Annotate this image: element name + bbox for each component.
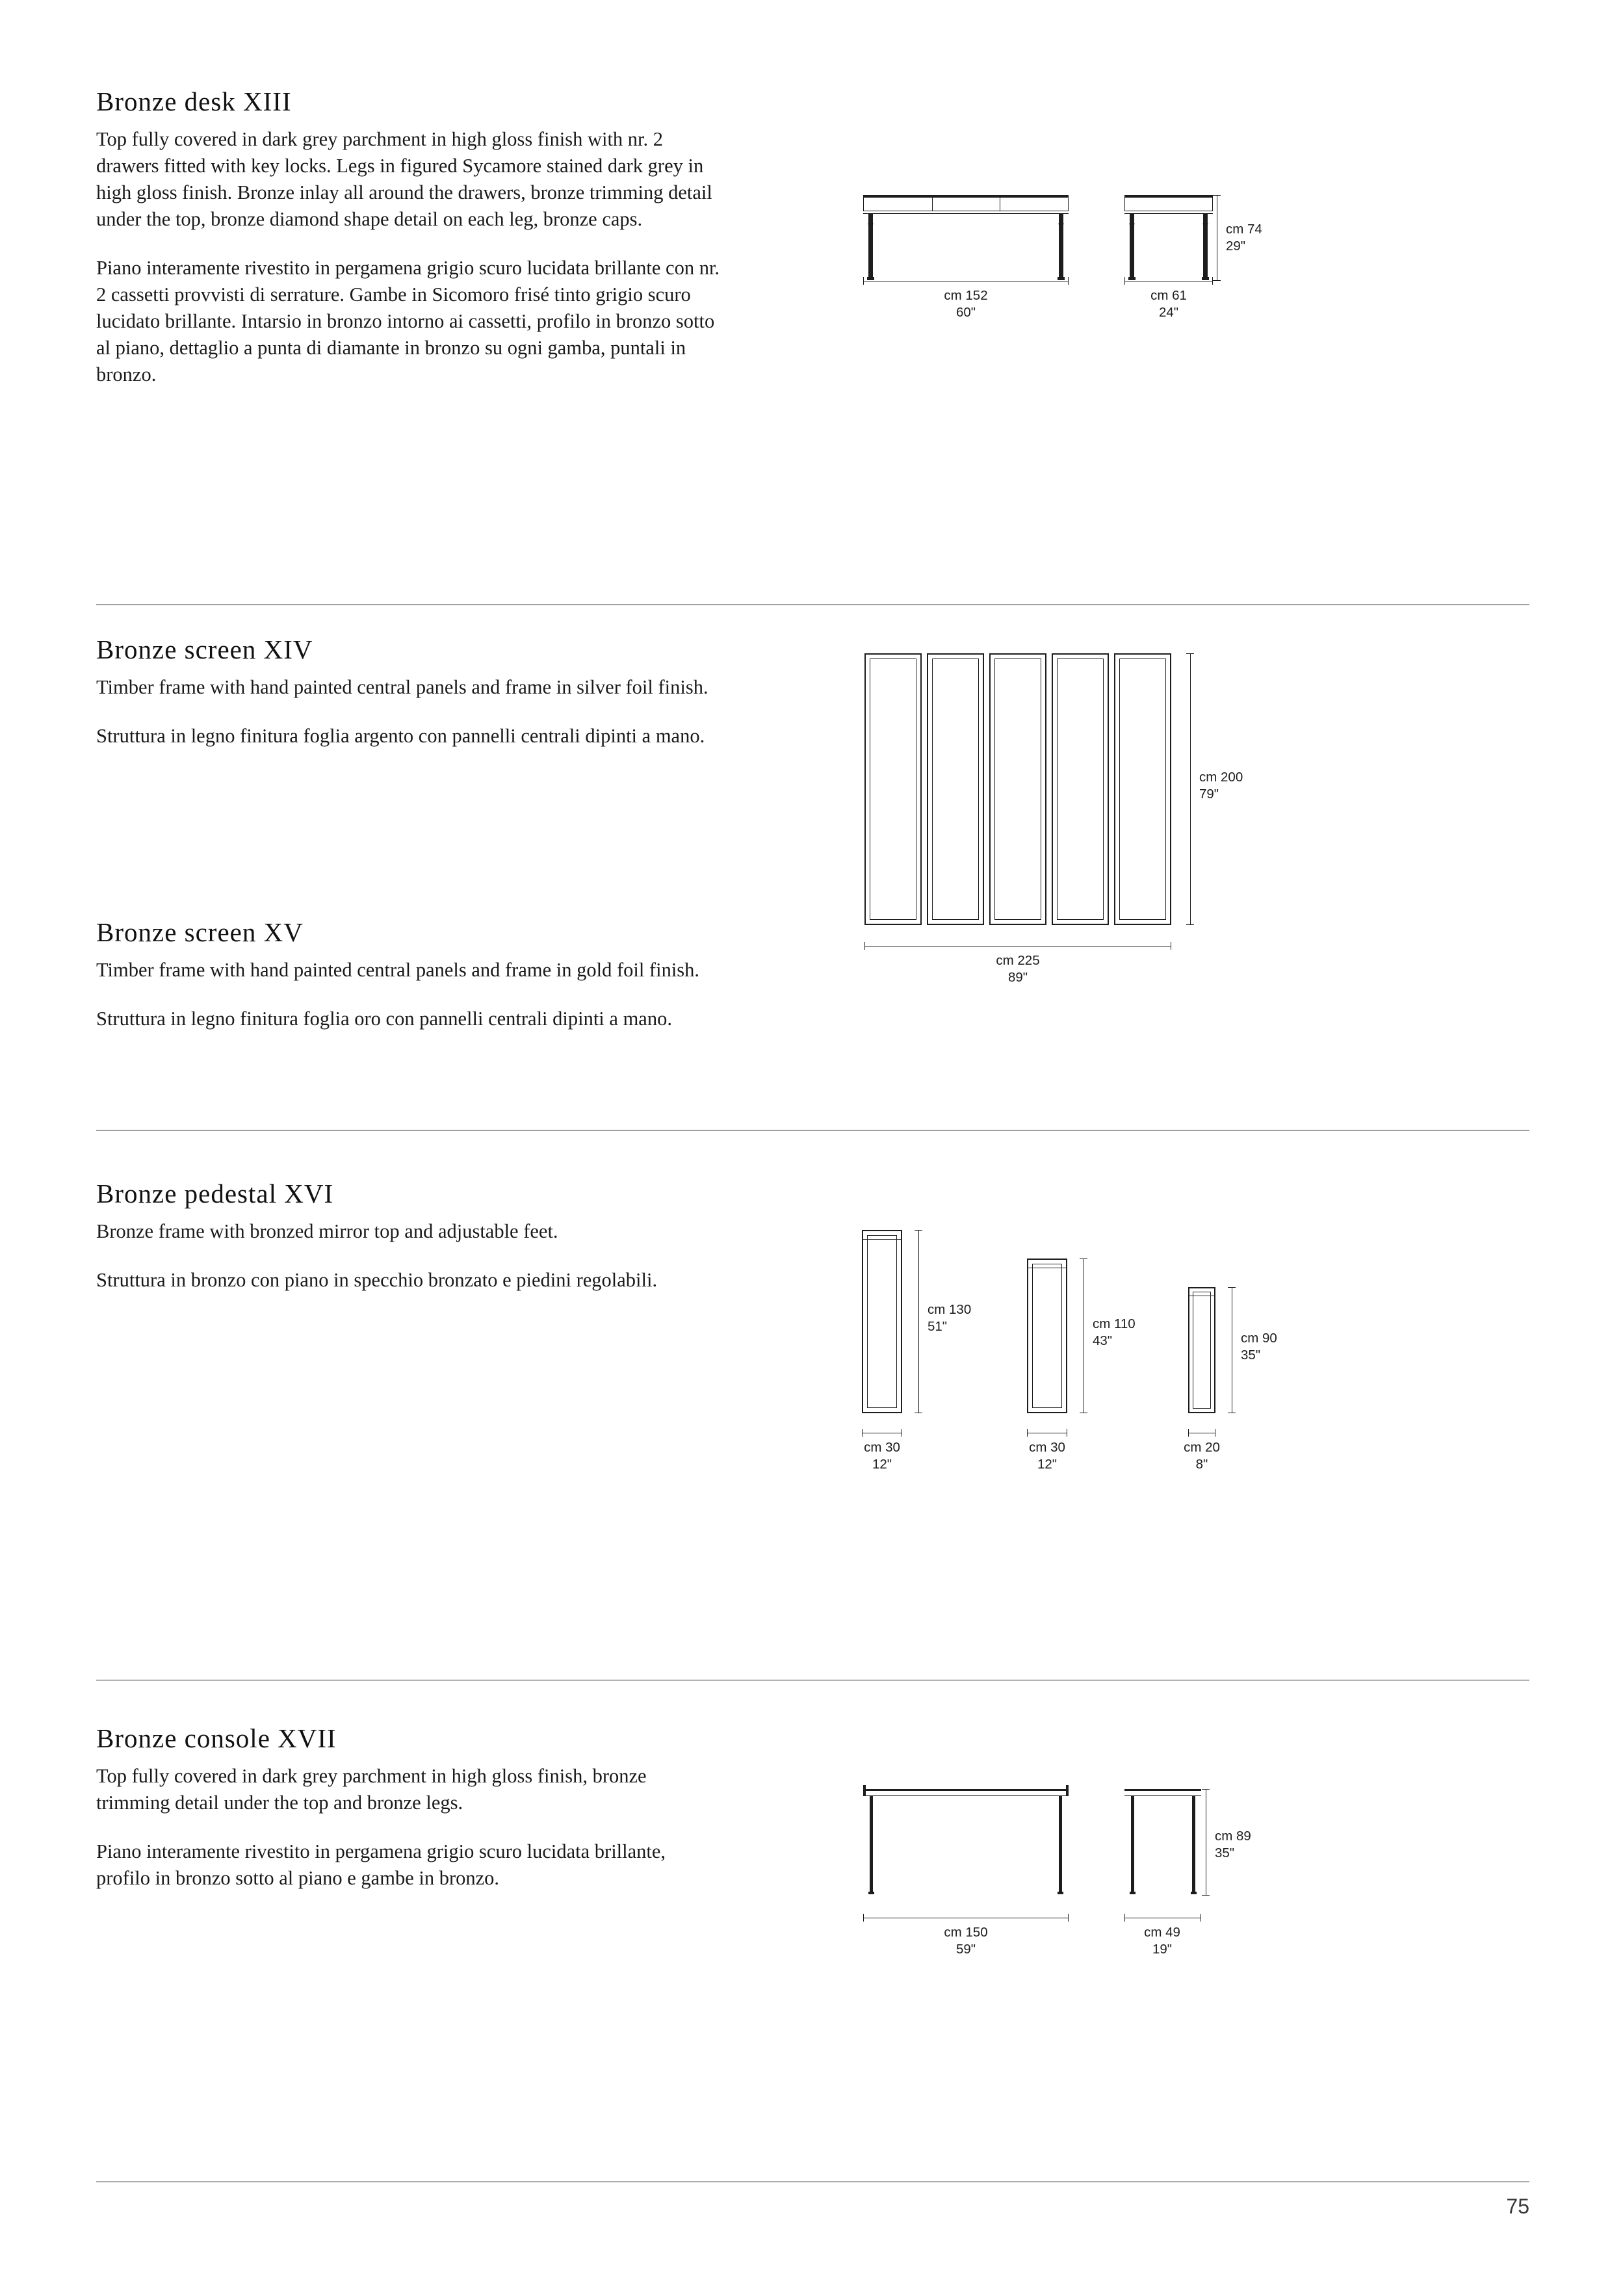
dimension-cm: cm 30: [1029, 1440, 1065, 1455]
section-title: Bronze screen XIV: [96, 634, 313, 664]
dimension-cm: cm 61: [1150, 288, 1187, 303]
paragraph-it: Piano interamente rivestito in pergamena grigio scuro lucidata brillante, profilo in bronzo sotto al piano e gambe in bronzo.: [96, 1840, 666, 1889]
dimension-console-width: [855, 1918, 1076, 1963]
section-bronze-desk-xiii: [96, 86, 1529, 606]
drawing-desk-front: [855, 138, 1076, 281]
dimension-inch: 29": [1226, 239, 1246, 254]
drawing-desk-side: [1117, 138, 1234, 281]
dimension-inch: 89": [1007, 970, 1028, 985]
dimension-cm: cm 150: [944, 1925, 988, 1940]
section-bronze-console-xvii: [96, 1723, 1529, 2015]
dimension-console-height: [1206, 1788, 1336, 1918]
dimension-cm: cm 49: [1144, 1925, 1180, 1940]
dimension-console-depth: [1117, 1918, 1221, 1963]
dimension-inch: 59": [955, 1942, 976, 1957]
section-title: Bronze desk XIII: [96, 86, 292, 116]
dimension-desk-width: [855, 281, 1076, 326]
dimension-cm: cm 30: [864, 1440, 900, 1455]
page-number: 75: [1506, 2195, 1529, 2218]
section-bronze-pedestal-xvi: [96, 1178, 1529, 1568]
paragraph-en: Top fully covered in dark grey parchment in high gloss finish with nr. 2 drawers fitted with key locks. Legs in figured Sycamore stained dark grey in high gloss finish. Bronze inlay all around the drawers, bronze trimming detail under the top, bronze diamond shape detail on each leg, bronze caps.: [96, 128, 712, 230]
paragraph-en: Top fully covered in dark grey parchment in high gloss finish, bronze trimming detail under the top and bronze legs.: [96, 1765, 647, 1814]
paragraph-en: Timber frame with hand painted central panels and frame in silver foil finish.: [96, 676, 708, 698]
drawing-console-front: [855, 1767, 1076, 1910]
dimension-desk-depth: [1117, 281, 1221, 326]
dimension-cm: cm 152: [944, 288, 988, 303]
section-text: [96, 957, 720, 1032]
dimension-inch: 35": [1241, 1348, 1261, 1363]
paragraph-en: Bronze frame with bronzed mirror top and adjustable feet.: [96, 1220, 558, 1242]
dimension-inch: 8": [1195, 1457, 1208, 1472]
section-title: Bronze console XVII: [96, 1723, 337, 1753]
dimension-screen-height: [1190, 653, 1333, 933]
dimension-pedestal-small-height: [1232, 1287, 1362, 1424]
dimension-cm: cm 200: [1199, 770, 1243, 785]
paragraph-it: Struttura in legno finitura foglia argento con pannelli centrali dipinti a mano.: [96, 725, 705, 747]
paragraph-en: Timber frame with hand painted central panels and frame in gold foil finish.: [96, 959, 700, 981]
dimension-cm: cm 74: [1226, 222, 1262, 237]
dimension-cm: cm 90: [1241, 1331, 1277, 1346]
section-text: [96, 126, 720, 388]
drawing-screen-front: [855, 653, 1180, 933]
dimension-pedestal-tall-width: [855, 1433, 933, 1478]
section-title: Bronze screen XV: [96, 917, 304, 947]
dimension-inch: 19": [1152, 1942, 1173, 1957]
dimension-inch: 12": [872, 1457, 892, 1472]
dimension-inch: 12": [1037, 1457, 1058, 1472]
dimension-pedestal-medium-width: [1020, 1433, 1098, 1478]
section-text: [96, 1763, 720, 1892]
section-bronze-screen-xv: [96, 917, 1529, 1125]
dimension-inch: 24": [1158, 305, 1179, 320]
dimension-cm: cm 110: [1093, 1316, 1136, 1331]
dimension-inch: 51": [928, 1319, 948, 1334]
dimension-pedestal-small-width: [1182, 1433, 1247, 1478]
paragraph-it: Piano interamente rivestito in pergamena grigio scuro lucidata brillante con nr. 2 cassetti provvisti di serrature. Gambe in Sicomoro frisé tinto grigio scuro lucidato brillante. Intarsio in bronzo intorno ai cassetti, profilo in bronzo sotto al piano, dettaglio a punta di diamante in bronzo su ogni gamba, puntali in bronzo.: [96, 257, 720, 385]
dimension-inch: 43": [1093, 1333, 1113, 1348]
dimension-inch: 60": [955, 305, 976, 320]
paragraph-it: Struttura in bronzo con piano in specchio bronzato e piedini regolabili.: [96, 1269, 658, 1291]
section-text: [96, 674, 720, 750]
dimension-desk-height: [1217, 190, 1347, 287]
dimension-cm: cm 89: [1215, 1829, 1251, 1844]
paragraph-it: Struttura in legno finitura foglia oro con pannelli centrali dipinti a mano.: [96, 1008, 672, 1030]
dimension-cm: cm 225: [996, 953, 1040, 968]
dimension-inch: 35": [1215, 1846, 1235, 1860]
dimension-cm: cm 20: [1184, 1440, 1220, 1455]
dimension-inch: 79": [1199, 787, 1219, 802]
section-text: [96, 1218, 720, 1294]
section-title: Bronze pedestal XVI: [96, 1179, 334, 1208]
dimension-cm: cm 130: [928, 1302, 972, 1317]
